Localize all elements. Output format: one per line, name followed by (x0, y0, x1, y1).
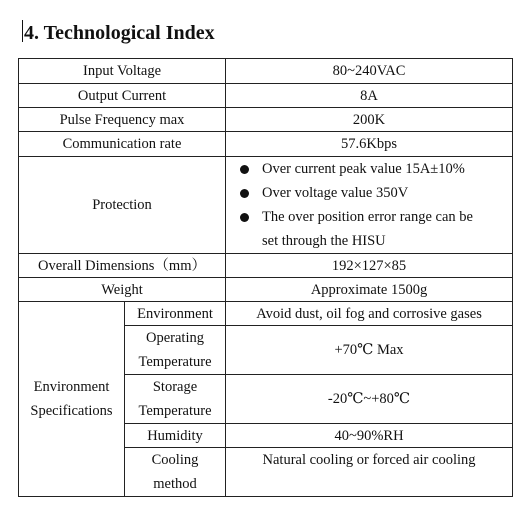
protection-label: Protection (19, 157, 226, 254)
communication-rate-value: 57.6Kbps (226, 132, 513, 157)
bullet-icon (240, 165, 249, 174)
protection-item-1: Over current peak value 15A±10% (262, 161, 465, 177)
table-row (19, 132, 513, 157)
table-row (19, 302, 513, 326)
operating-temperature-label (125, 326, 226, 375)
protection-item-2: Over voltage value 350V (262, 185, 409, 201)
list-item (230, 157, 508, 181)
storage-temperature-label (125, 375, 226, 424)
list-item (230, 205, 508, 253)
input-voltage-value: 80~240VAC (226, 59, 513, 84)
storage-temperature-line1: Storage (152, 379, 198, 395)
section-heading-text: 4. Technological Index (24, 22, 215, 44)
cooling-method-line2: method (153, 476, 197, 492)
environment-value: Avoid dust, oil fog and corrosive gases (226, 302, 513, 326)
input-voltage-label: Input Voltage (19, 59, 226, 84)
operating-temperature-value: +70℃ Max (226, 326, 513, 375)
table-row (19, 254, 513, 278)
section-heading (22, 20, 215, 50)
communication-rate-label: Communication rate (19, 132, 226, 157)
tech-index-table (18, 58, 513, 497)
environment-specifications-label (19, 302, 125, 497)
operating-temperature-line2: Temperature (138, 354, 212, 370)
table-row (19, 84, 513, 108)
protection-list (230, 157, 508, 253)
environment-specifications-line2: Specifications (30, 403, 113, 419)
overall-dimensions-label: Overall Dimensions（mm） (19, 254, 226, 278)
table-row (19, 278, 513, 302)
output-current-label: Output Current (19, 84, 226, 108)
cooling-method-value: Natural cooling or forced air cooling (226, 448, 513, 497)
table-row (19, 59, 513, 84)
pulse-frequency-label: Pulse Frequency max (19, 108, 226, 132)
cooling-method-label (125, 448, 226, 497)
protection-item-3-line1: The over position error range can be (262, 209, 473, 225)
operating-temperature-line1: Operating (146, 330, 204, 346)
environment-specifications-line1: Environment (33, 379, 110, 395)
pulse-frequency-value: 200K (226, 108, 513, 132)
protection-value (226, 157, 513, 254)
storage-temperature-line2: Temperature (138, 403, 212, 419)
output-current-value: 8A (226, 84, 513, 108)
table-row (19, 108, 513, 132)
table-row (19, 157, 513, 254)
text-cursor (22, 20, 23, 42)
bullet-icon (240, 213, 249, 222)
list-item (230, 181, 508, 205)
bullet-icon (240, 189, 249, 198)
storage-temperature-value: -20℃~+80℃ (226, 375, 513, 424)
humidity-value: 40~90%RH (226, 424, 513, 448)
environment-label: Environment (125, 302, 226, 326)
protection-item-3-line2: set through the HISU (262, 233, 386, 249)
weight-label: Weight (19, 278, 226, 302)
cooling-method-line1: Cooling (151, 452, 199, 468)
weight-value: Approximate 1500g (226, 278, 513, 302)
overall-dimensions-value: 192×127×85 (226, 254, 513, 278)
humidity-label: Humidity (125, 424, 226, 448)
